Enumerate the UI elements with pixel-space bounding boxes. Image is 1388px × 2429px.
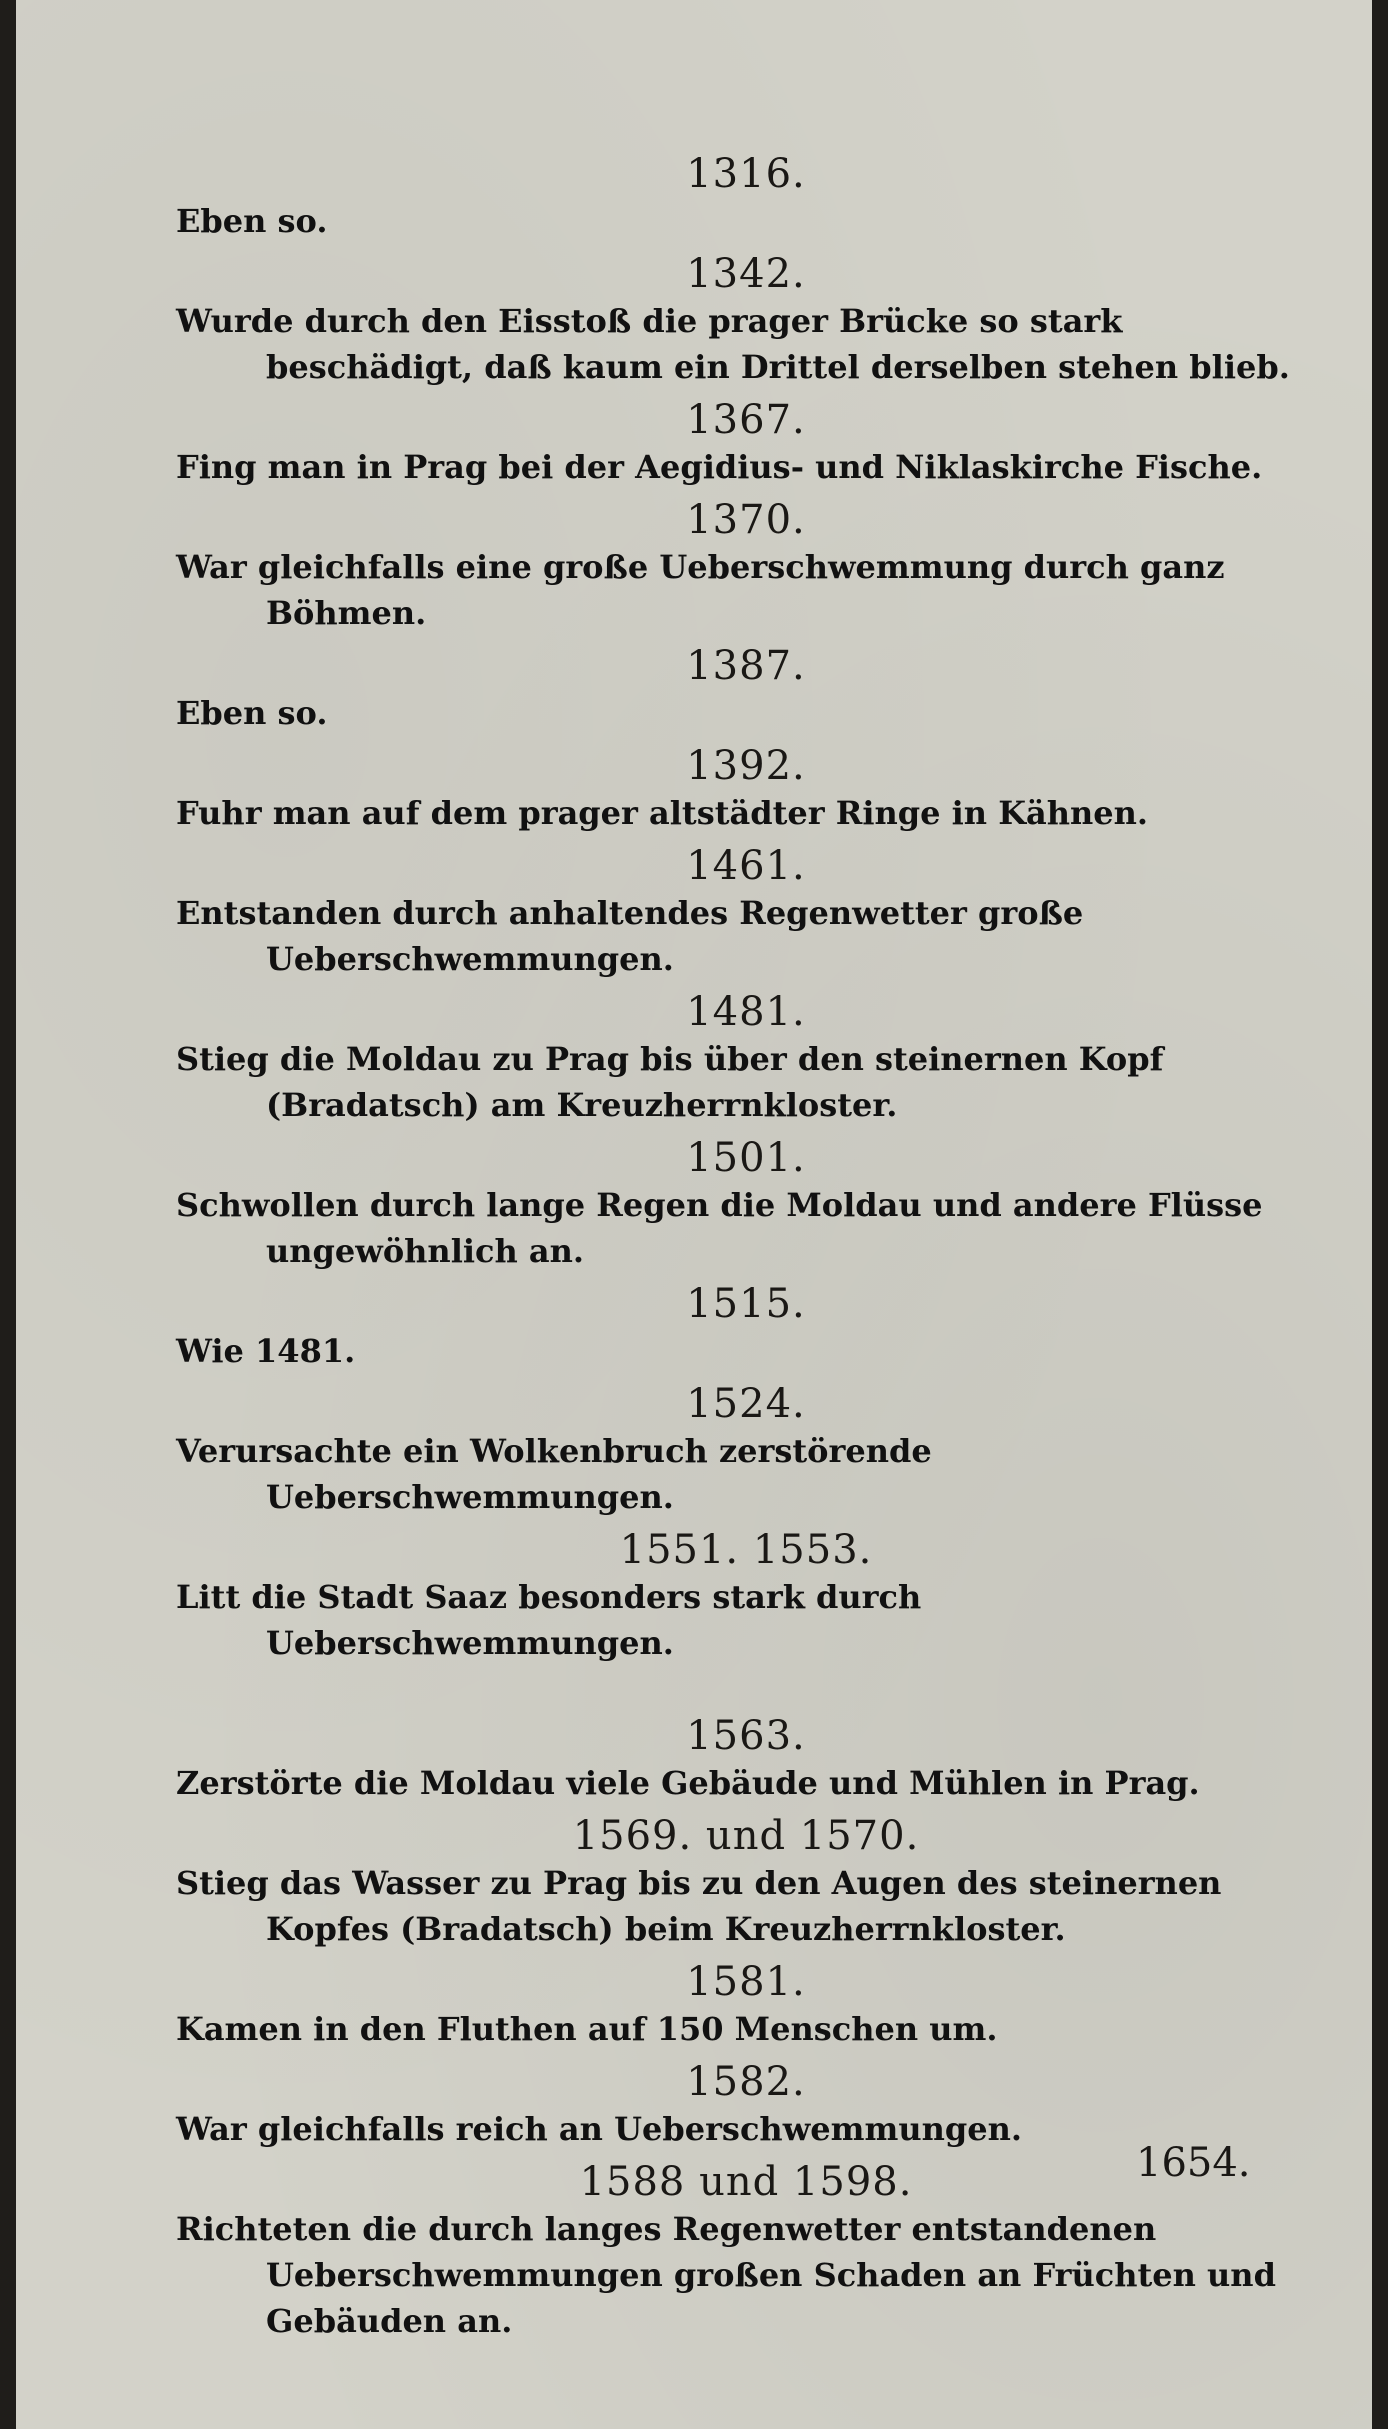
entry-text: Kamen in den Fluthen auf 150 Menschen um. bbox=[176, 2010, 998, 2048]
entry-text: Schwollen durch lange Regen die Moldau und andere Flüsse ungewöhnlich an. bbox=[176, 1186, 1263, 1270]
entry-text: Fing man in Prag bei der Aegidius- und Niklaskirche Fische. bbox=[176, 448, 1263, 486]
year-heading: 1316. bbox=[686, 151, 806, 197]
year-heading: 1563. bbox=[686, 1713, 806, 1759]
year-heading: 1392. bbox=[686, 743, 806, 789]
entry-text: Eben so. bbox=[176, 202, 328, 240]
year-heading: 1588 und 1598. bbox=[579, 2159, 913, 2205]
year-heading: 1569. und 1570. bbox=[572, 1813, 920, 1859]
entry-text: Entstanden durch anhaltendes Regenwetter große Ueberschwemmungen. bbox=[176, 894, 1084, 978]
year-heading: 1515. bbox=[686, 1281, 806, 1327]
entry-text: Zerstörte die Moldau viele Gebäude und Mühlen in Prag. bbox=[176, 1764, 1200, 1802]
entry-text: Eben so. bbox=[176, 694, 328, 732]
year-heading: 1524. bbox=[686, 1381, 806, 1427]
page-content bbox=[176, 150, 1316, 2350]
year-heading: 1387. bbox=[686, 643, 806, 689]
entry-text: Wie 1481. bbox=[176, 1332, 356, 1370]
year-heading: 1370. bbox=[686, 497, 806, 543]
spacer bbox=[176, 1672, 1316, 1712]
entry-text: Wurde durch den Eisstoß die prager Brücke so stark beschädigt, daß kaum ein Drittel derselben stehen blieb. bbox=[176, 302, 1290, 386]
entry-text: Richteten die durch langes Regenwetter entstandenen Ueberschwemmungen großen Schaden an Früchten und Gebäuden an. bbox=[176, 2210, 1276, 2340]
entry-text: War gleichfalls eine große Ueberschwemmung durch ganz Böhmen. bbox=[176, 548, 1225, 632]
year-heading: 1582. bbox=[686, 2059, 806, 2105]
year-heading: 1481. bbox=[686, 989, 806, 1035]
year-heading: 1461. bbox=[686, 843, 806, 889]
entry-text: Verursachte ein Wolkenbruch zerstörende Ueberschwemmungen. bbox=[176, 1432, 932, 1516]
entry-text: Fuhr man auf dem prager altstädter Ringe in Kähnen. bbox=[176, 794, 1149, 832]
entry-text: Stieg das Wasser zu Prag bis zu den Augen des steinernen Kopfes (Bradatsch) beim Kreuzherrnkloster. bbox=[176, 1864, 1222, 1948]
entry-text: War gleichfalls reich an Ueberschwemmungen. bbox=[176, 2110, 1022, 2148]
book-page bbox=[16, 0, 1372, 2429]
year-heading: 1551. 1553. bbox=[619, 1527, 873, 1573]
year-heading: 1342. bbox=[686, 251, 806, 297]
catchword: 1654. bbox=[1136, 2140, 1251, 2186]
year-heading: 1581. bbox=[686, 1959, 806, 2005]
year-heading: 1501. bbox=[686, 1135, 806, 1181]
entry-text: Litt die Stadt Saaz besonders stark durch Ueberschwemmungen. bbox=[176, 1578, 922, 1662]
year-heading: 1367. bbox=[686, 397, 806, 443]
entry-text: Stieg die Moldau zu Prag bis über den steinernen Kopf (Bradatsch) am Kreuzherrnkloster. bbox=[176, 1040, 1164, 1124]
